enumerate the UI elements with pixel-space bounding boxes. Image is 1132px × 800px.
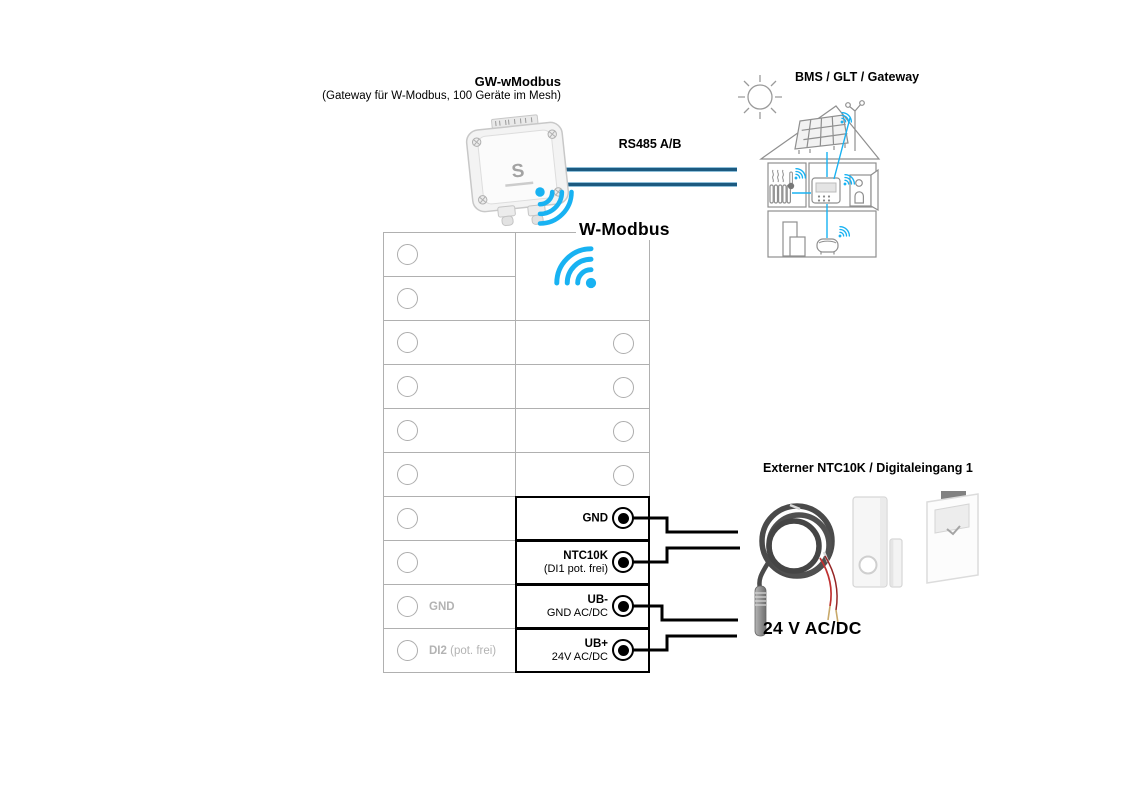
terminal-cell-ntc10k bbox=[515, 540, 650, 585]
ntc-cable-sensor bbox=[755, 505, 838, 636]
right-terminal-row bbox=[515, 364, 650, 409]
terminal-connector bbox=[612, 507, 634, 529]
terminal-circle bbox=[397, 596, 418, 617]
terminal-circle bbox=[397, 288, 418, 309]
terminal-circle bbox=[397, 420, 418, 441]
terminal-circle bbox=[397, 464, 418, 485]
left-terminal-row bbox=[383, 452, 516, 497]
left-terminal-row bbox=[383, 276, 516, 321]
right-terminal-row bbox=[515, 452, 650, 497]
terminal-label: UB+ 24V AC/DC bbox=[551, 637, 608, 663]
terminal-cell-gnd bbox=[515, 496, 650, 541]
gnd-label: GND bbox=[429, 600, 455, 613]
di2-label: DI2 (pot. frei) bbox=[429, 644, 497, 657]
terminal-connector bbox=[612, 639, 634, 661]
left-terminal-row bbox=[383, 540, 516, 585]
left-terminal-row-di2 bbox=[383, 628, 516, 673]
thermostat-panel-icon bbox=[812, 178, 840, 203]
terminal-circle bbox=[613, 377, 634, 398]
terminal-label: GND bbox=[582, 512, 608, 524]
terminal-circle bbox=[397, 640, 418, 661]
terminal-circle bbox=[397, 552, 418, 573]
gateway-device-illustration bbox=[465, 112, 572, 230]
left-terminal-row bbox=[383, 232, 516, 277]
power-label: 24 V AC/DC bbox=[763, 618, 862, 638]
right-terminal-row bbox=[515, 408, 650, 453]
left-terminal-row bbox=[383, 408, 516, 453]
person-door-icon bbox=[850, 170, 878, 210]
terminal-circle bbox=[397, 376, 418, 397]
left-terminal-row bbox=[383, 364, 516, 409]
building-illustration bbox=[761, 101, 879, 257]
left-terminal-row-gnd bbox=[383, 584, 516, 629]
terminal-circle bbox=[613, 333, 634, 354]
terminal-cell-ub-plus bbox=[515, 628, 650, 673]
right-terminal-row bbox=[515, 320, 650, 365]
terminal-connector bbox=[612, 595, 634, 617]
terminal-circle bbox=[613, 421, 634, 442]
terminal-label: UB- GND AC/DC bbox=[546, 593, 608, 619]
rs485-bus-lines bbox=[563, 167, 737, 187]
door-contact-sensor bbox=[853, 497, 902, 587]
left-terminal-row bbox=[383, 496, 516, 541]
wmodbus-cell bbox=[515, 232, 650, 321]
gateway-subtitle: (Gateway für W-Modbus, 100 Geräte im Mesh) bbox=[322, 90, 561, 102]
sun-icon bbox=[738, 75, 782, 119]
terminal-cell-ub-minus bbox=[515, 584, 650, 629]
terminal-connector bbox=[612, 551, 634, 573]
key-card-switch bbox=[927, 491, 978, 583]
bms-label: BMS / GLT / Gateway bbox=[795, 70, 920, 84]
terminal-circle bbox=[397, 508, 418, 529]
left-terminal-row bbox=[383, 320, 516, 365]
external-sensor-label: Externer NTC10K / Digitaleingang 1 bbox=[763, 461, 973, 475]
s-logo: S bbox=[510, 160, 526, 183]
terminal-circle bbox=[613, 465, 634, 486]
terminal-circle bbox=[397, 332, 418, 353]
gateway-title: GW-wModbus bbox=[474, 74, 561, 89]
wmodbus-label: W-Modbus bbox=[576, 219, 673, 240]
terminal-circle bbox=[397, 244, 418, 265]
terminal-label: NTC10K (DI1 pot. frei) bbox=[543, 549, 608, 575]
terminal-block bbox=[383, 232, 650, 673]
rs485-label: RS485 A/B bbox=[618, 137, 682, 151]
gateway-caption bbox=[261, 74, 561, 103]
